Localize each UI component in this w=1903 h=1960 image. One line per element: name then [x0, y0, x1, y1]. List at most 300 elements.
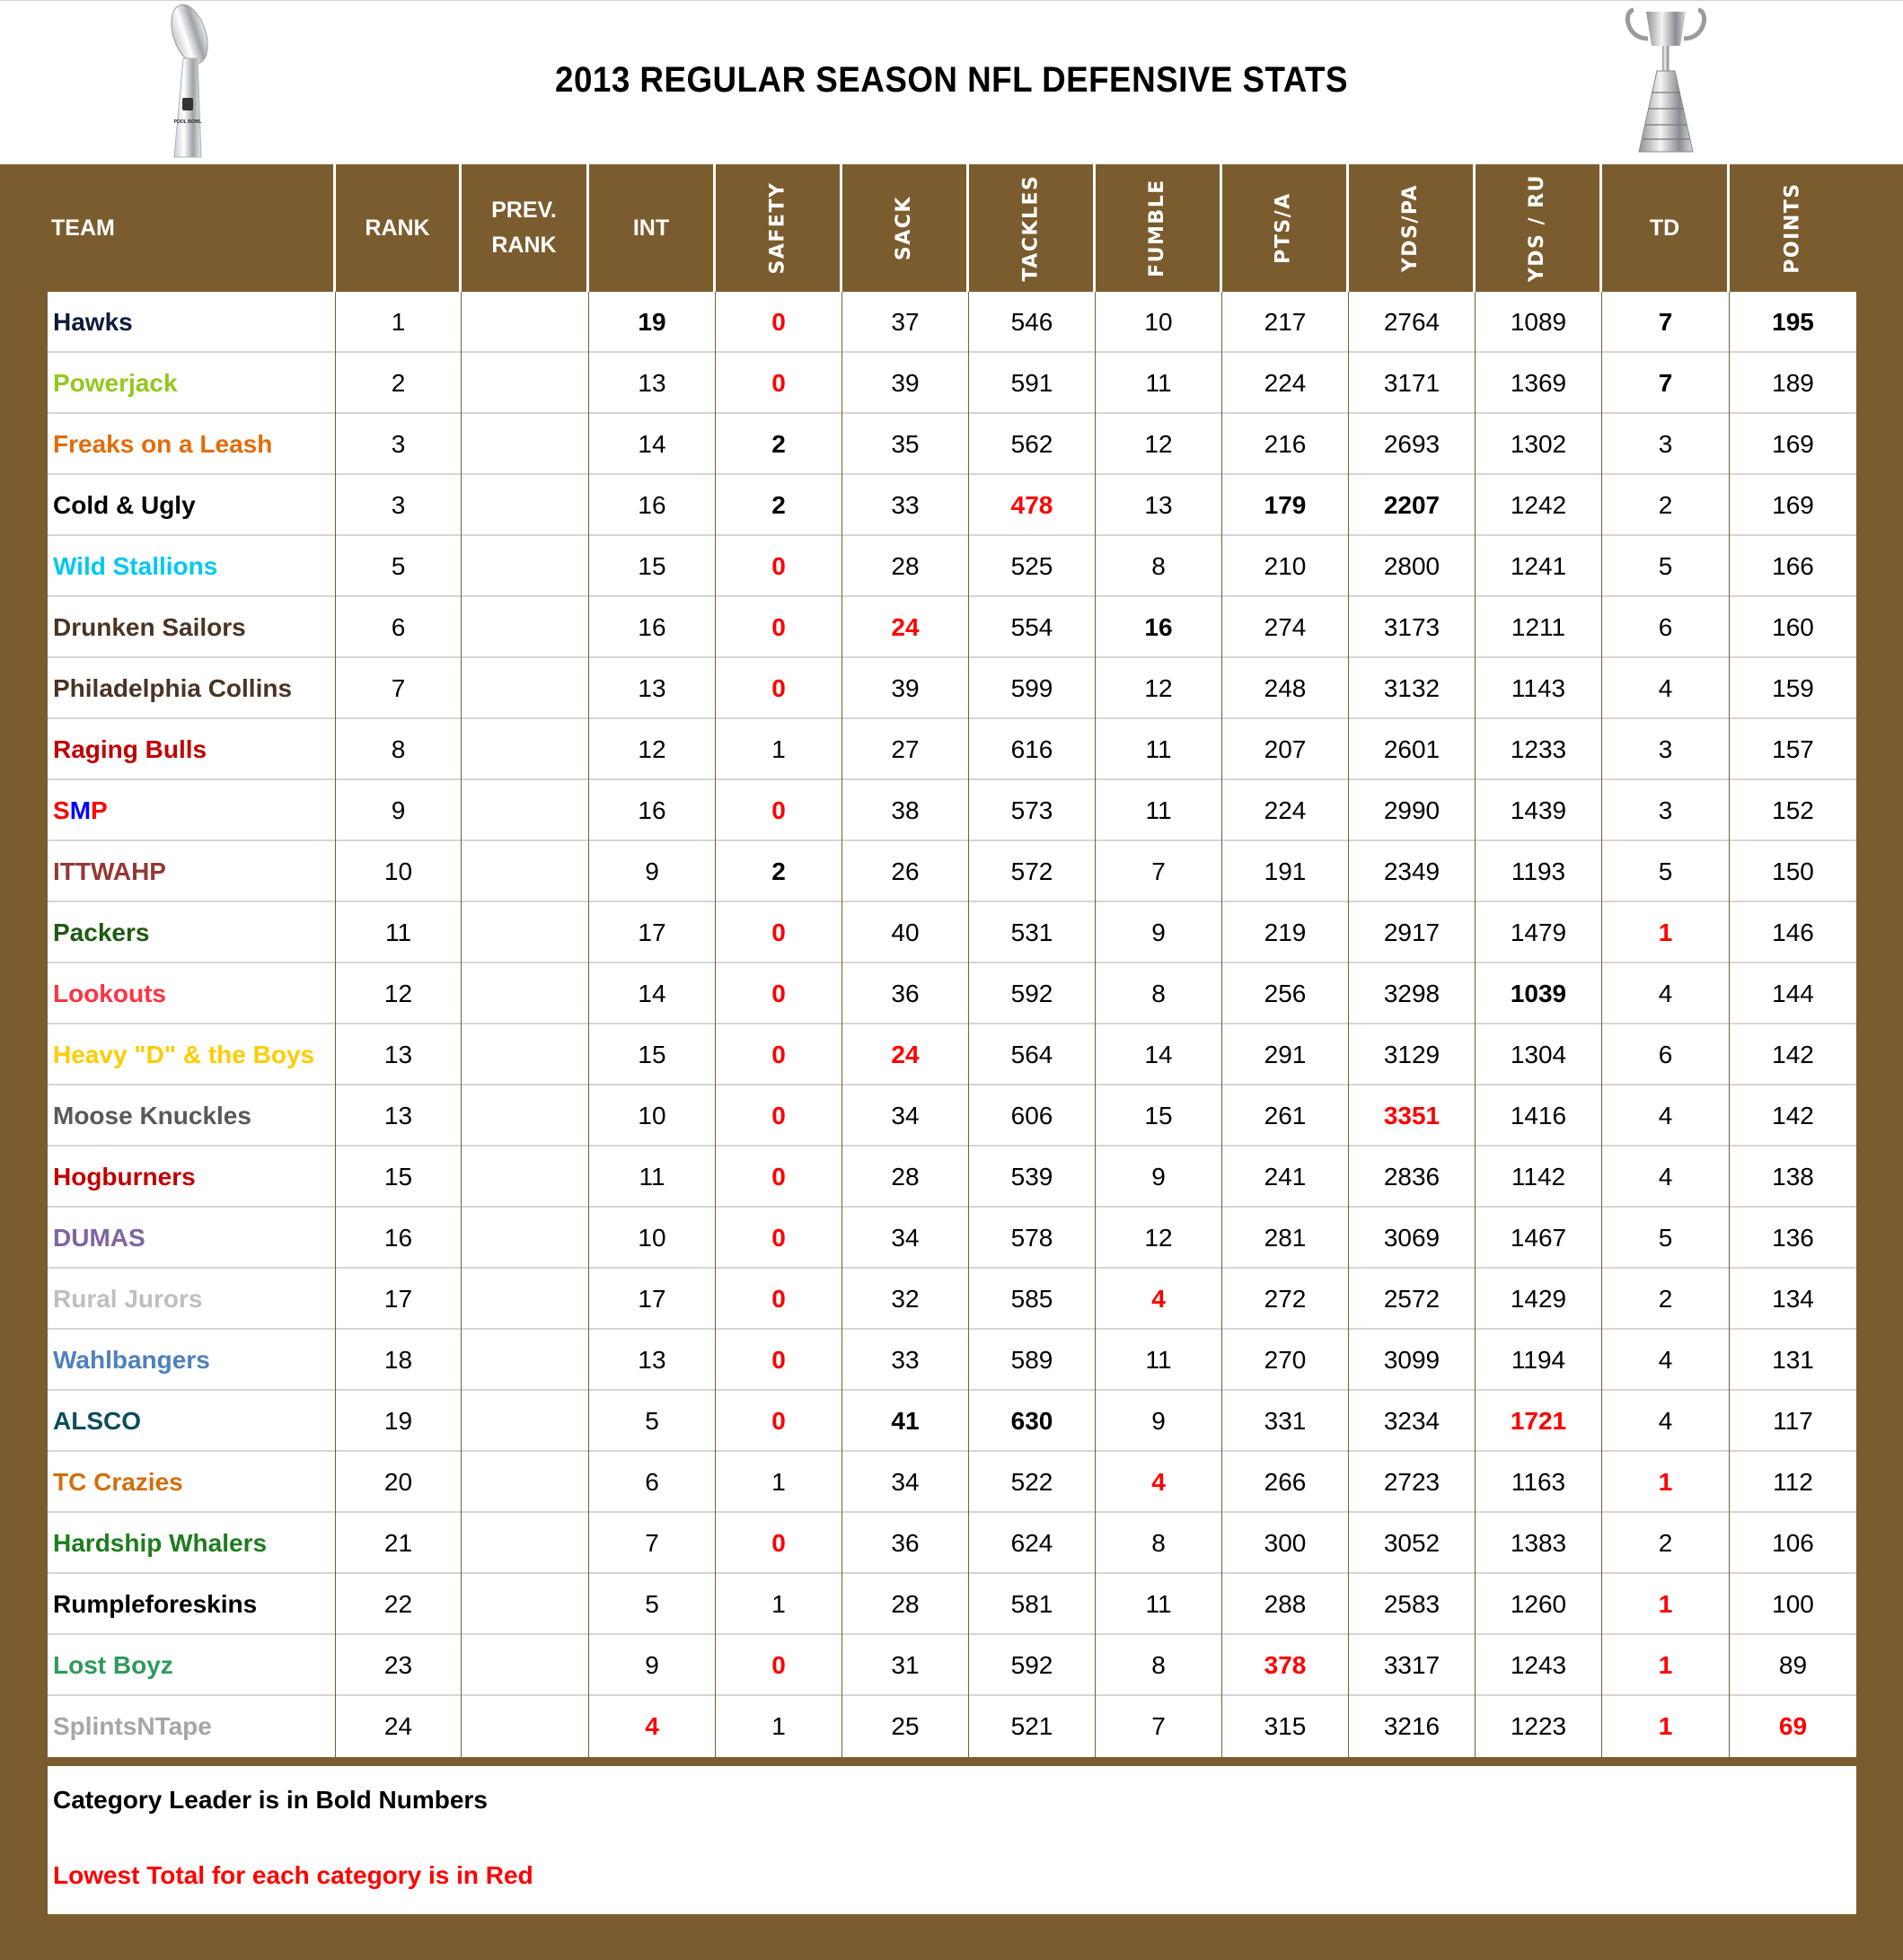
table-row[interactable]: [48, 536, 1856, 597]
cell-yds-pa: 3173: [1349, 597, 1476, 658]
cell-tackles: 525: [969, 536, 1096, 597]
cell-yds-pa: 3351: [1349, 1085, 1476, 1147]
cell-team: Powerjack: [48, 353, 336, 414]
cell-points: 117: [1773, 1407, 1813, 1435]
cell-td: 5: [1602, 841, 1730, 902]
cell-sack: 39: [842, 658, 969, 719]
cell-fumble: 7: [1096, 1696, 1222, 1757]
cell-sack: 32: [842, 1269, 969, 1330]
cell-points: 150: [1772, 857, 1814, 885]
cell-rank: 6: [336, 597, 462, 658]
cell-yds-ru: 1194: [1476, 1330, 1602, 1391]
cell-yds-ru: 1439: [1476, 780, 1602, 841]
cell-safety: 1: [716, 1696, 842, 1757]
cell-fumble: 12: [1096, 1208, 1222, 1269]
cell-prev-rank: [462, 1513, 589, 1574]
cell-yds-pa: 2693: [1349, 414, 1476, 475]
column-header-fumble[interactable]: FUMBLE: [1096, 164, 1222, 292]
cell-fumble: 8: [1096, 536, 1222, 597]
cell-int: 16: [589, 475, 716, 536]
cell-sack: 40: [842, 902, 969, 963]
cell-points: 134: [1772, 1285, 1814, 1313]
cell-tackles: 522: [969, 1452, 1096, 1513]
cell-safety: 0: [716, 658, 842, 719]
cell-safety: 0: [716, 1147, 842, 1208]
cell-safety: 0: [716, 353, 842, 414]
cell-sack: 41: [842, 1391, 969, 1452]
cell-tackles: 554: [969, 597, 1096, 658]
cell-safety: 0: [716, 292, 842, 353]
cell-yds-ru: 1233: [1476, 719, 1602, 780]
title-area: [0, 0, 1903, 164]
cell-fumble: 13: [1096, 475, 1222, 536]
page-title: 2013 REGULAR SEASON NFL DEFENSIVE STATS: [555, 60, 1348, 100]
cell-points: 160: [1772, 613, 1814, 641]
cell-yds-pa: 3132: [1349, 658, 1476, 719]
table-row[interactable]: [48, 780, 1856, 841]
legend-red-note: Lowest Total for each category is in Red: [53, 1861, 533, 1889]
table-footer-divider: [0, 1757, 1903, 1766]
cell-pts-a: 207: [1222, 719, 1349, 780]
cell-tackles: 562: [969, 414, 1096, 475]
table-row[interactable]: [48, 1024, 1856, 1085]
cell-yds-ru: 1302: [1476, 414, 1602, 475]
cell-sack: 39: [842, 353, 969, 414]
cell-int: 15: [589, 536, 716, 597]
table-row[interactable]: [48, 1452, 1856, 1513]
cell-tackles: 591: [969, 353, 1096, 414]
cell-team: Hawks: [48, 292, 336, 353]
cell-team: Packers: [48, 902, 336, 963]
cell-pts-a: 266: [1222, 1452, 1349, 1513]
cell-yds-ru: 1304: [1476, 1024, 1602, 1085]
cell-points: 136: [1772, 1224, 1814, 1252]
cell-points: 166: [1772, 552, 1814, 580]
cell-yds-pa: 3216: [1349, 1696, 1476, 1757]
cell-tackles: 630: [969, 1391, 1096, 1452]
cell-prev-rank: [462, 963, 589, 1024]
cell-fumble: 12: [1096, 658, 1222, 719]
cell-fumble: 14: [1096, 1024, 1222, 1085]
table-row[interactable]: [48, 1147, 1856, 1208]
cell-prev-rank: [462, 1208, 589, 1269]
cell-points: 159: [1772, 674, 1814, 702]
cell-int: 14: [589, 963, 716, 1024]
cell-fumble: 4: [1096, 1452, 1222, 1513]
cell-team: DUMAS: [48, 1208, 336, 1269]
cell-pts-a: 331: [1222, 1391, 1349, 1452]
cell-int: 16: [589, 780, 716, 841]
cell-yds-ru: 1260: [1476, 1574, 1602, 1635]
cell-fumble: 8: [1096, 963, 1222, 1024]
table-row[interactable]: [48, 1330, 1856, 1391]
cell-yds-ru: 1721: [1476, 1391, 1602, 1452]
cell-points: 131: [1772, 1346, 1814, 1374]
cell-team: Lookouts: [48, 963, 336, 1024]
cell-tackles: 478: [969, 475, 1096, 536]
cell-td: 4: [1602, 1147, 1730, 1208]
cell-td: 4: [1602, 658, 1730, 719]
cell-fumble: 4: [1096, 1269, 1222, 1330]
cell-rank: 13: [336, 1024, 462, 1085]
cell-tackles: 599: [969, 658, 1096, 719]
cell-safety: 0: [716, 902, 842, 963]
cell-pts-a: 224: [1222, 353, 1349, 414]
cell-prev-rank: [462, 475, 589, 536]
cell-yds-pa: 2583: [1349, 1574, 1476, 1635]
cell-fumble: 11: [1096, 1330, 1222, 1391]
cell-yds-pa: 2572: [1349, 1269, 1476, 1330]
cell-td: 6: [1602, 1024, 1730, 1085]
cell-prev-rank: [462, 1391, 589, 1452]
cell-prev-rank: [462, 1147, 589, 1208]
cell-sack: 24: [842, 1024, 969, 1085]
legend-box: [48, 1766, 1856, 1914]
table-row[interactable]: [48, 902, 1856, 963]
table-row[interactable]: [48, 1391, 1856, 1452]
cell-td: 4: [1602, 963, 1730, 1024]
cell-yds-ru: 1479: [1476, 902, 1602, 963]
cell-tackles: 606: [969, 1085, 1096, 1147]
cell-td: 1: [1602, 902, 1730, 963]
column-header-team[interactable]: TEAM: [0, 164, 336, 292]
cell-yds-pa: 2917: [1349, 902, 1476, 963]
cell-rank: 17: [336, 1269, 462, 1330]
cell-points: 157: [1772, 735, 1814, 763]
cell-yds-pa: 2764: [1349, 292, 1476, 353]
cell-points: 142: [1772, 1102, 1814, 1129]
cell-yds-ru: 1383: [1476, 1513, 1602, 1574]
cell-team: Hogburners: [48, 1147, 336, 1208]
cell-safety: 0: [716, 1330, 842, 1391]
cell-prev-rank: [462, 597, 589, 658]
cell-td: 2: [1602, 1513, 1730, 1574]
cell-rank: 22: [336, 1574, 462, 1635]
table-row[interactable]: [48, 353, 1856, 414]
cell-yds-ru: 1211: [1476, 597, 1602, 658]
column-header-safety[interactable]: SAFETY: [716, 164, 842, 292]
cell-prev-rank: [462, 1330, 589, 1391]
cell-fumble: 10: [1096, 292, 1222, 353]
cell-team: Philadelphia Collins: [48, 658, 336, 719]
cell-yds-ru: 1369: [1476, 353, 1602, 414]
cell-pts-a: 270: [1222, 1330, 1349, 1391]
cell-fumble: 11: [1096, 719, 1222, 780]
cell-fumble: 11: [1096, 353, 1222, 414]
table-row[interactable]: [48, 414, 1856, 475]
table-row[interactable]: [48, 841, 1856, 902]
cell-td: 3: [1602, 414, 1730, 475]
cell-pts-a: 216: [1222, 414, 1349, 475]
table-row[interactable]: [48, 1085, 1856, 1147]
cell-prev-rank: [462, 1024, 589, 1085]
cell-sack: 38: [842, 780, 969, 841]
cell-int: 9: [589, 841, 716, 902]
cell-td: 2: [1602, 1269, 1730, 1330]
team-name-part: P: [91, 796, 108, 824]
cell-int: 9: [589, 1635, 716, 1696]
cell-prev-rank: [462, 719, 589, 780]
cell-fumble: 9: [1096, 902, 1222, 963]
cell-sack: 25: [842, 1696, 969, 1757]
cell-tackles: 564: [969, 1024, 1096, 1085]
cell-fumble: 8: [1096, 1635, 1222, 1696]
grey-cup-trophy-icon: [1621, 3, 1711, 160]
cell-td: 3: [1602, 719, 1730, 780]
cell-rank: 1: [336, 292, 462, 353]
cell-rank: 21: [336, 1513, 462, 1574]
cell-tackles: 539: [969, 1147, 1096, 1208]
cell-pts-a: 288: [1222, 1574, 1349, 1635]
cell-int: 11: [589, 1147, 716, 1208]
cell-yds-pa: 2836: [1349, 1147, 1476, 1208]
cell-pts-a: 179: [1222, 475, 1349, 536]
cell-int: 13: [589, 658, 716, 719]
cell-prev-rank: [462, 1574, 589, 1635]
column-header-points[interactable]: POINTS: [1781, 182, 1804, 274]
cell-td: 5: [1602, 536, 1730, 597]
cell-fumble: 12: [1096, 414, 1222, 475]
cell-points: 169: [1772, 430, 1814, 458]
cell-sack: 36: [842, 963, 969, 1024]
cell-tackles: 546: [969, 292, 1096, 353]
cell-fumble: 8: [1096, 1513, 1222, 1574]
cell-int: 10: [589, 1208, 716, 1269]
cell-team: ITTWAHP: [48, 841, 336, 902]
cell-pts-a: 191: [1222, 841, 1349, 902]
cell-yds-pa: 2990: [1349, 780, 1476, 841]
cell-yds-ru: 1039: [1476, 963, 1602, 1024]
cell-rank: 24: [336, 1696, 462, 1757]
cell-pts-a: 241: [1222, 1147, 1349, 1208]
cell-team: Rural Jurors: [48, 1269, 336, 1330]
cell-points: 169: [1772, 491, 1814, 519]
table-row[interactable]: [48, 1269, 1856, 1330]
table-row[interactable]: [48, 963, 1856, 1024]
cell-td: 1: [1602, 1696, 1730, 1757]
cell-sack: 24: [842, 597, 969, 658]
cell-safety: 2: [716, 414, 842, 475]
cell-td: 7: [1602, 292, 1730, 353]
column-header-yds-pa[interactable]: YDS/PA: [1349, 164, 1476, 292]
cell-pts-a: 217: [1222, 292, 1349, 353]
column-header-sack[interactable]: SACK: [842, 164, 969, 292]
cell-sack: 28: [842, 1574, 969, 1635]
table-row[interactable]: [48, 1208, 1856, 1269]
cell-sack: 28: [842, 536, 969, 597]
cell-sack: 27: [842, 719, 969, 780]
cell-prev-rank: [462, 1085, 589, 1147]
cell-yds-ru: 1089: [1476, 292, 1602, 353]
cell-safety: 0: [716, 1024, 842, 1085]
cell-prev-rank: [462, 1452, 589, 1513]
cell-yds-ru: 1143: [1476, 658, 1602, 719]
column-header-int[interactable]: INT: [589, 164, 716, 292]
table-row[interactable]: [48, 1574, 1856, 1635]
cell-points: 69: [1778, 1712, 1808, 1740]
cell-int: 17: [589, 902, 716, 963]
cell-int: 17: [589, 1269, 716, 1330]
cell-team: Moose Knuckles: [48, 1085, 336, 1147]
cell-fumble: 7: [1096, 841, 1222, 902]
cell-team: Freaks on a Leash: [48, 414, 336, 475]
table-row[interactable]: [48, 475, 1856, 536]
cell-rank: 2: [336, 353, 462, 414]
cell-int: 14: [589, 414, 716, 475]
cell-tackles: 578: [969, 1208, 1096, 1269]
cell-team: ALSCO: [48, 1391, 336, 1452]
cell-rank: 9: [336, 780, 462, 841]
cell-sack: 34: [842, 1085, 969, 1147]
cell-int: 15: [589, 1024, 716, 1085]
cell-safety: 1: [716, 719, 842, 780]
cell-team: Drunken Sailors: [48, 597, 336, 658]
cell-rank: 23: [336, 1635, 462, 1696]
table-row[interactable]: [48, 597, 1856, 658]
cell-rank: 10: [336, 841, 462, 902]
table-row[interactable]: [48, 1513, 1856, 1574]
cell-sack: 31: [842, 1635, 969, 1696]
cell-safety: 0: [716, 1208, 842, 1269]
cell-team: TC Crazies: [48, 1452, 336, 1513]
cell-points: 189: [1772, 369, 1814, 397]
cell-yds-pa: 3099: [1349, 1330, 1476, 1391]
cell-points: 89: [1778, 1651, 1808, 1679]
column-header-tackles[interactable]: TACKLES: [969, 164, 1096, 292]
column-header-pts-a[interactable]: PTS/A: [1222, 164, 1349, 292]
cell-pts-a: 261: [1222, 1085, 1349, 1147]
cell-prev-rank: [462, 841, 589, 902]
cell-yds-ru: 1193: [1476, 841, 1602, 902]
cell-tackles: 573: [969, 780, 1096, 841]
cell-safety: 1: [716, 1452, 842, 1513]
cell-safety: 1: [716, 1574, 842, 1635]
cell-yds-pa: 2349: [1349, 841, 1476, 902]
column-header-yds-ru[interactable]: YDS / RU: [1476, 164, 1602, 292]
cell-pts-a: 219: [1222, 902, 1349, 963]
cell-int: 13: [589, 353, 716, 414]
cell-int: 16: [589, 597, 716, 658]
cell-yds-pa: 3069: [1349, 1208, 1476, 1269]
cell-tackles: 531: [969, 902, 1096, 963]
cell-pts-a: 272: [1222, 1269, 1349, 1330]
cell-points: 100: [1772, 1590, 1814, 1618]
cell-team: Raging Bulls: [48, 719, 336, 780]
cell-safety: 0: [716, 597, 842, 658]
cell-int: 5: [589, 1574, 716, 1635]
cell-points: 142: [1772, 1041, 1814, 1068]
cell-yds-pa: 3234: [1349, 1391, 1476, 1452]
cell-prev-rank: [462, 414, 589, 475]
cell-rank: 3: [336, 414, 462, 475]
cell-yds-ru: 1241: [1476, 536, 1602, 597]
cell-sack: 28: [842, 1147, 969, 1208]
cell-td: 5: [1602, 1208, 1730, 1269]
cell-team: Wild Stallions: [48, 536, 336, 597]
cell-sack: 33: [842, 475, 969, 536]
cell-tackles: 624: [969, 1513, 1096, 1574]
cell-fumble: 11: [1096, 780, 1222, 841]
cell-int: 19: [589, 292, 716, 353]
cell-pts-a: 210: [1222, 536, 1349, 597]
cell-prev-rank: [462, 1696, 589, 1757]
cell-td: 1: [1602, 1635, 1730, 1696]
cell-team: Wahlbangers: [48, 1330, 336, 1391]
cell-sack: 37: [842, 292, 969, 353]
cell-yds-ru: 1429: [1476, 1269, 1602, 1330]
cell-sack: 35: [842, 414, 969, 475]
cell-rank: 7: [336, 658, 462, 719]
cell-yds-pa: 3171: [1349, 353, 1476, 414]
cell-tackles: 592: [969, 1635, 1096, 1696]
table-row[interactable]: [48, 658, 1856, 719]
cell-td: 4: [1602, 1330, 1730, 1391]
cell-prev-rank: [462, 292, 589, 353]
cell-safety: 2: [716, 475, 842, 536]
legend-bold-note: Category Leader is in Bold Numbers: [53, 1786, 488, 1814]
cell-points: 144: [1772, 980, 1814, 1007]
table-row[interactable]: [48, 292, 1856, 353]
cell-team: Rumpleforeskins: [48, 1574, 336, 1635]
cell-tackles: 585: [969, 1269, 1096, 1330]
cell-prev-rank: [462, 353, 589, 414]
cell-yds-ru: 1163: [1476, 1452, 1602, 1513]
cell-team: Lost Boyz: [48, 1635, 336, 1696]
cell-yds-pa: 2601: [1349, 719, 1476, 780]
cell-int: 7: [589, 1513, 716, 1574]
cell-td: 2: [1602, 475, 1730, 536]
table-row[interactable]: [48, 719, 1856, 780]
cell-team: Hardship Whalers: [48, 1513, 336, 1574]
cell-fumble: 11: [1096, 1574, 1222, 1635]
cell-yds-ru: 1242: [1476, 475, 1602, 536]
cell-prev-rank: [462, 780, 589, 841]
cell-fumble: 16: [1096, 597, 1222, 658]
cell-yds-ru: 1416: [1476, 1085, 1602, 1147]
table-row[interactable]: [48, 1696, 1856, 1757]
cell-safety: 0: [716, 1513, 842, 1574]
cell-points: 152: [1772, 796, 1814, 824]
cell-td: 1: [1602, 1574, 1730, 1635]
cell-safety: 0: [716, 536, 842, 597]
cell-points: 112: [1773, 1468, 1813, 1496]
cell-prev-rank: [462, 1635, 589, 1696]
cell-safety: 2: [716, 841, 842, 902]
cell-yds-pa: 3129: [1349, 1024, 1476, 1085]
cell-safety: 0: [716, 1085, 842, 1147]
cell-rank: 16: [336, 1208, 462, 1269]
cell-pts-a: 291: [1222, 1024, 1349, 1085]
cell-fumble: 15: [1096, 1085, 1222, 1147]
cell-prev-rank: [462, 902, 589, 963]
cell-points: 195: [1772, 308, 1814, 336]
cell-yds-ru: 1243: [1476, 1635, 1602, 1696]
cell-prev-rank: [462, 658, 589, 719]
cell-pts-a: 248: [1222, 658, 1349, 719]
table-row[interactable]: [48, 1635, 1856, 1696]
cell-yds-pa: 2800: [1349, 536, 1476, 597]
cell-rank: 11: [336, 902, 462, 963]
column-header-rank[interactable]: RANK: [336, 164, 462, 292]
cell-pts-a: 315: [1222, 1696, 1349, 1757]
column-header-prev-rank[interactable]: PREV. RANK: [462, 164, 589, 292]
cell-td: 1: [1602, 1452, 1730, 1513]
cell-tackles: 616: [969, 719, 1096, 780]
cell-pts-a: 256: [1222, 963, 1349, 1024]
cell-sack: 26: [842, 841, 969, 902]
column-header-td[interactable]: TD: [1602, 164, 1730, 292]
svg-text:POOL BOWL: POOL BOWL: [173, 119, 202, 125]
